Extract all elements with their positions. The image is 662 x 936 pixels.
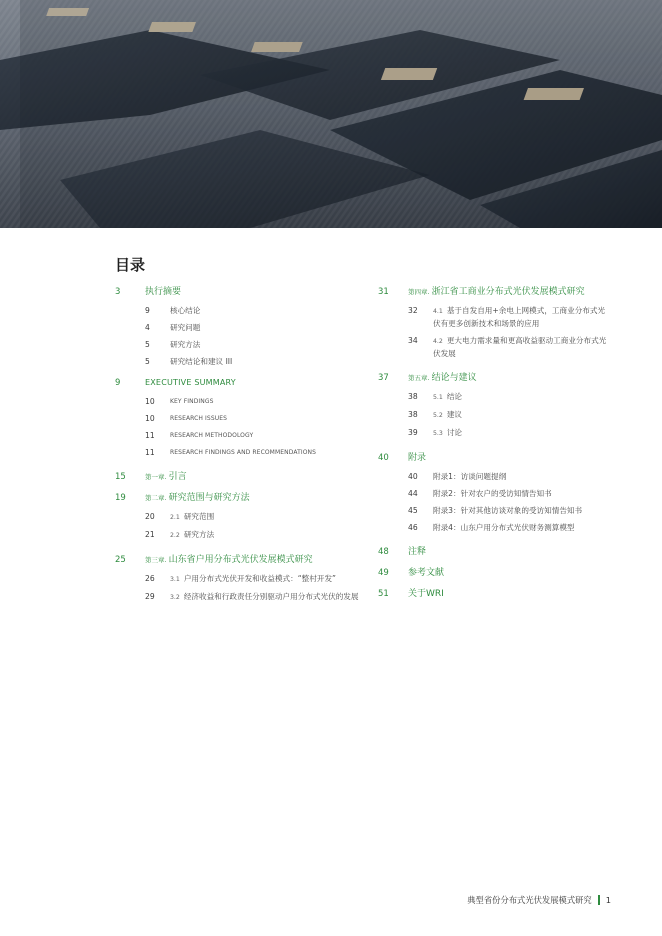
page-number: 51 [378, 589, 389, 599]
page-number: 3 [115, 287, 121, 297]
chapter-prefix: 第一章. [145, 473, 167, 481]
toc-subentry[interactable]: 10 RESEARCH ISSUES [145, 414, 228, 423]
page-number: 9 [115, 378, 121, 388]
toc-subentry[interactable]: 20 2.1 研究范围 [145, 512, 215, 521]
toc-subentry[interactable]: 10 KEY FINDINGS [145, 397, 214, 406]
toc-subentry[interactable]: 39 5.3 讨论 [408, 428, 463, 437]
chapter-prefix: 第二章. [145, 494, 167, 502]
footer-page-number: 1 [605, 895, 611, 905]
toc-entry-chapter-4[interactable] [378, 284, 608, 360]
toc-subentry[interactable]: 46 附录4：山东户用分布式光伏财务测算模型 [408, 523, 575, 532]
toc-title: 目录 [115, 256, 146, 274]
toc-entry-chapter-3[interactable] [115, 552, 360, 604]
entry-title: 浙江省工商业分布式光伏发展模式研究 [431, 287, 585, 297]
toc-subentry[interactable]: 40 附录1：访谈问题提纲 [408, 472, 507, 481]
entry-title: EXECUTIVE SUMMARY [145, 378, 236, 387]
page-number: 49 [378, 568, 389, 578]
chapter-prefix: 第四章. [408, 288, 430, 296]
entry-title: 附录 [408, 453, 427, 463]
toc-subentry[interactable]: 26 3.1 户用分布式光伏开发和收益模式：“整村开发” [145, 574, 336, 583]
hero-photo-solar-roof [0, 0, 662, 228]
toc-subentry[interactable]: 32 4.1 基于自发自用+余电上网模式，工商业分布式光伏有更多创新技术和场景的应用 [408, 306, 606, 328]
page-footer [467, 894, 611, 906]
toc-right-column [378, 284, 608, 607]
toc-subentry[interactable]: 34 4.2 更大电力需求量和更高收益驱动工商业分布式光伏发展 [408, 336, 607, 358]
page-number: 25 [115, 555, 126, 565]
page-number: 19 [115, 493, 126, 503]
toc-subentry[interactable]: 4 研究问题 [145, 323, 201, 332]
entry-title: 山东省户用分布式光伏发展模式研究 [168, 555, 313, 565]
footer-divider [598, 895, 600, 905]
toc-subentry[interactable]: 11 RESEARCH METHODOLOGY [145, 431, 254, 440]
toc-entry-appendix[interactable] [378, 450, 608, 534]
toc-entry-notes[interactable] [378, 544, 608, 557]
chapter-prefix: 第五章. [408, 374, 430, 382]
toc-entry-exec-en[interactable] [115, 378, 360, 459]
toc-entry-chapter-2[interactable] [115, 490, 360, 542]
page-number: 48 [378, 547, 389, 557]
chapter-prefix: 第三章. [145, 556, 167, 564]
toc-subentry[interactable]: 45 附录3：针对其他访谈对象的受访知情告知书 [408, 506, 583, 515]
entry-title: 执行摘要 [145, 287, 182, 297]
toc-subentry[interactable]: 38 5.1 结论 [408, 392, 463, 401]
entry-title: 参考文献 [408, 568, 445, 578]
toc-subentry[interactable]: 9 核心结论 [145, 306, 201, 315]
entry-title: 结论与建议 [431, 373, 477, 383]
toc-entry-about[interactable] [378, 586, 608, 599]
entry-title: 关于WRI [408, 589, 444, 599]
page-number: 40 [378, 453, 389, 463]
entry-title: 引言 [168, 472, 187, 482]
toc-subentry[interactable]: 29 3.2 经济收益和行政责任分别驱动户用分布式光伏的发展 [145, 592, 359, 601]
toc-entry-exec[interactable] [115, 284, 360, 368]
toc-subentry[interactable]: 21 2.2 研究方法 [145, 530, 215, 539]
toc-subentry[interactable]: 38 5.2 建议 [408, 410, 463, 419]
page-number: 31 [378, 287, 389, 297]
toc-entry-chapter-5[interactable] [378, 370, 608, 440]
toc-subentry[interactable]: 5 研究结论和建议 III [145, 357, 233, 366]
toc-subentry[interactable]: 11 RESEARCH FINDINGS AND RECOMMENDATIONS [145, 448, 317, 457]
entry-title: 注释 [408, 547, 427, 557]
toc-entry-references[interactable] [378, 565, 608, 578]
footer-title: 典型省份分布式光伏发展模式研究 [467, 895, 592, 905]
page-number: 15 [115, 472, 126, 482]
page-number: 37 [378, 373, 389, 383]
toc-left-column [115, 284, 360, 614]
toc-subentry[interactable]: 44 附录2：针对农户的受访知情告知书 [408, 489, 552, 498]
toc-subentry[interactable]: 5 研究方法 [145, 340, 201, 349]
toc-entry-chapter-1[interactable] [115, 469, 360, 482]
entry-title: 研究范围与研究方法 [168, 493, 250, 503]
